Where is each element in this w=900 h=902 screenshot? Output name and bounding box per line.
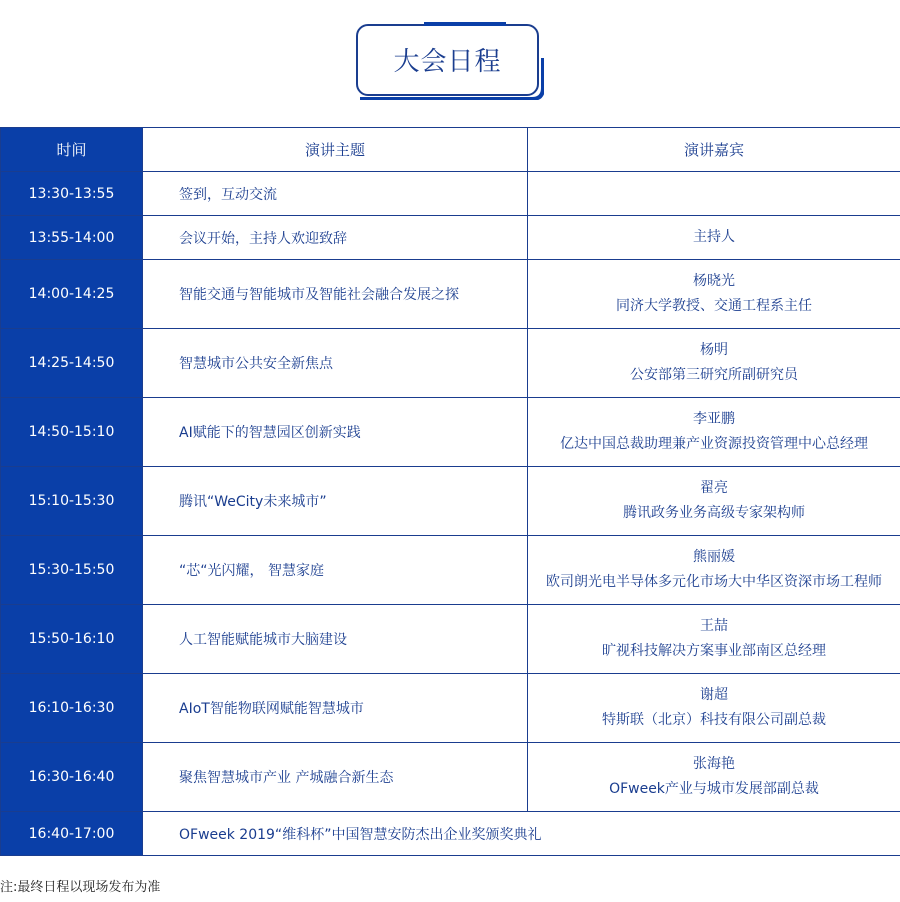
speaker-role: 旷视科技解决方案事业部南区总经理 [602,643,826,659]
topic-cell: 智慧城市公共安全新焦点 [143,329,528,398]
topic-cell: 腾讯“WeCity未来城市” [143,467,528,536]
speaker-name: 熊丽媛 [693,549,735,565]
speaker-name: 翟亮 [700,480,728,496]
speaker-name: 谢超 [700,687,728,703]
speaker-role: 腾讯政务业务高级专家架构师 [623,505,805,521]
topic-cell: AI赋能下的智慧园区创新实践 [143,398,528,467]
speaker-name: 主持人 [693,229,735,245]
speaker-role: OFweek产业与城市发展部副总裁 [609,781,819,797]
speaker-name: 杨晓光 [693,273,735,289]
column-header-speaker: 演讲嘉宾 [528,128,900,172]
time-cell: 14:00-14:25 [1,260,143,329]
page-title: 大会日程 [393,47,502,77]
table-header-row [1,128,900,172]
speaker-role: 欧司朗光电半导体多元化市场大中华区资深市场工程师 [546,574,882,590]
topic-cell: “芯“光闪耀， 智慧家庭 [143,536,528,605]
column-header-topic: 演讲主题 [143,128,528,172]
speaker-cell [528,216,900,260]
speaker-cell [528,605,900,674]
speaker-name: 杨明 [700,342,728,358]
topic-cell: OFweek 2019“维科杯”中国智慧安防杰出企业奖颁奖典礼 [143,812,900,856]
speaker-cell [528,172,900,216]
speaker-role: 同济大学教授、交通工程系主任 [616,298,812,314]
table-row [1,812,900,856]
speaker-cell [528,467,900,536]
speaker-cell [528,674,900,743]
time-cell: 16:30-16:40 [1,743,143,812]
topic-cell: 会议开始，主持人欢迎致辞 [143,216,528,260]
topic-cell: 聚焦智慧城市产业 产城融合新生态 [143,743,528,812]
table-row [1,329,900,398]
table-row [1,605,900,674]
table-row [1,536,900,605]
time-cell: 15:50-16:10 [1,605,143,674]
speaker-role: 亿达中国总裁助理兼产业资源投资管理中心总经理 [560,436,868,452]
topic-cell: 智能交通与智能城市及智能社会融合发展之探 [143,260,528,329]
speaker-name: 李亚鹏 [693,411,735,427]
speaker-name: 王喆 [700,618,728,634]
speaker-cell [528,329,900,398]
schedule-table [0,127,900,856]
topic-cell: 签到，互动交流 [143,172,528,216]
speaker-name: 张海艳 [693,756,735,772]
time-cell: 14:25-14:50 [1,329,143,398]
topic-cell: AIoT智能物联网赋能智慧城市 [143,674,528,743]
speaker-role: 特斯联（北京）科技有限公司副总裁 [602,712,826,728]
time-cell: 13:30-13:55 [1,172,143,216]
table-row [1,216,900,260]
speaker-cell [528,743,900,812]
speaker-cell [528,260,900,329]
time-cell: 15:10-15:30 [1,467,143,536]
speaker-cell [528,398,900,467]
time-cell: 14:50-15:10 [1,398,143,467]
speaker-cell [528,536,900,605]
header-badge [354,22,544,100]
column-header-time: 时间 [1,128,143,172]
table-row [1,743,900,812]
topic-cell: 人工智能赋能城市大脑建设 [143,605,528,674]
speaker-role: 公安部第三研究所副研究员 [630,367,798,383]
table-row [1,467,900,536]
table-row [1,172,900,216]
time-cell: 15:30-15:50 [1,536,143,605]
table-row [1,260,900,329]
table-row [1,398,900,467]
footer-note: 注:最终日程以现场发布为准 [0,880,161,895]
time-cell: 13:55-14:00 [1,216,143,260]
time-cell: 16:10-16:30 [1,674,143,743]
table-row [1,674,900,743]
time-cell: 16:40-17:00 [1,812,143,856]
